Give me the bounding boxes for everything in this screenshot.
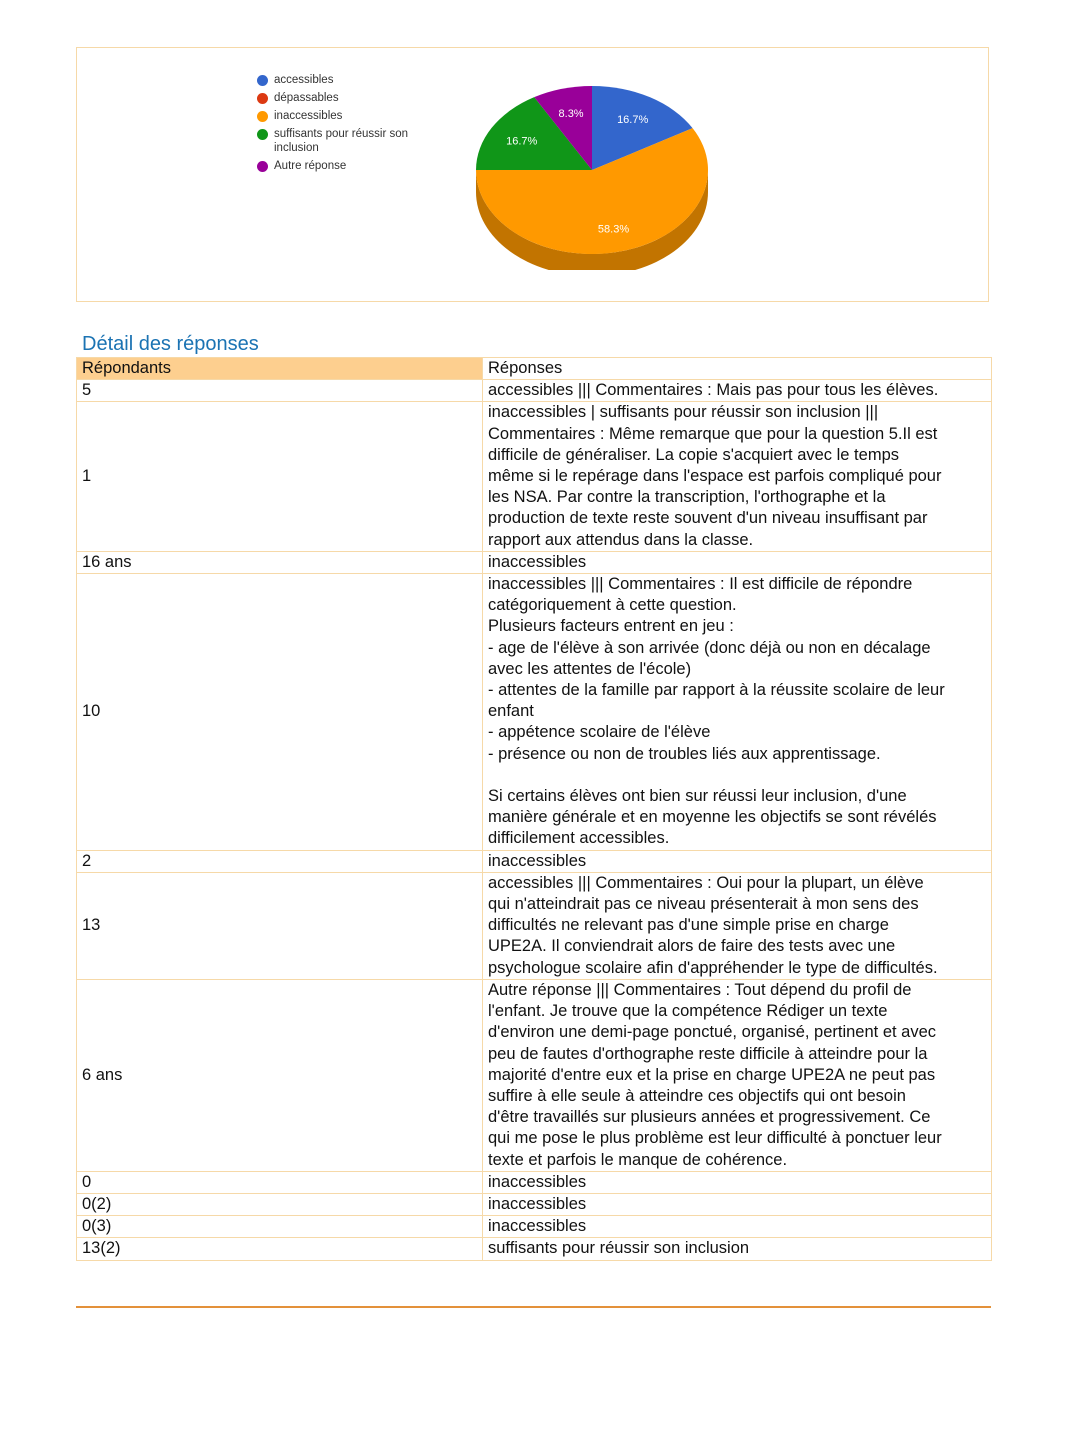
legend-swatch [257,111,268,122]
legend-item [257,159,432,173]
footer-divider [76,1306,991,1308]
legend-swatch [257,75,268,86]
table-header-row [77,358,992,380]
pie-slice-label: 16.7% [617,114,649,127]
header-reponses: Réponses [483,358,992,380]
pie-slice-label: 16.7% [506,135,538,148]
pie-slice-label: 8.3% [558,108,584,121]
answer-cell: accessibles ||| Commentaires : Oui pour la plupart, un élève qui n'atteindrait pas ce niveau présenterait à mon sens des difficultés ne relevant pas d'une simple prise en charge UPE2A. Il conviendrait alors de faire des tests avec une psychologue scolaire afin d'appréhender le type de difficultés. [483,872,992,979]
respondent-cell: 1 [77,402,483,551]
legend-label: accessibles [274,74,334,86]
table-row [77,380,992,402]
table-row [77,1216,992,1238]
answer-cell: inaccessibles [483,850,992,872]
legend-swatch [257,161,268,172]
legend-item [257,127,432,155]
section-title: Détail des réponses [82,333,259,355]
responses-table [76,357,992,1261]
table-row [77,551,992,573]
respondent-cell: 5 [77,380,483,402]
pie-chart [457,70,737,270]
respondent-cell: 16 ans [77,551,483,573]
answer-cell: Autre réponse ||| Commentaires : Tout dépend du profil de l'enfant. Je trouve que la compétence Rédiger un texte d'environ une demi-page ponctué, organisé, pertinent et avec peu de fautes d'orthographe reste difficile à atteindre pour la majorité d'entre eux et la prise en charge UPE2A ne peut pas suffire à elle seule à atteindre ces objectifs qui ont besoin d'être travaillés sur plusieurs années et progressivement. Ce qui me pose le plus problème est leur difficulté à ponctuer leur texte et parfois le manque de cohérence. [483,979,992,1171]
legend-swatch [257,93,268,104]
table-row [77,979,992,1171]
table-row [77,1171,992,1193]
legend-label: dépassables [274,92,339,104]
legend-item [257,91,432,105]
legend-label: inaccessibles [274,110,343,122]
header-respondants: Répondants [77,358,483,380]
answer-cell: inaccessibles [483,1193,992,1215]
legend-item [257,109,432,123]
respondent-cell: 0 [77,1171,483,1193]
respondent-cell: 0(3) [77,1216,483,1238]
legend-label: suffisants pour réussir son inclusion [274,128,409,154]
table-row [77,1193,992,1215]
table-row [77,574,992,851]
answer-cell: inaccessibles ||| Commentaires : Il est difficile de répondre catégoriquement à cette question. Plusieurs facteurs entrent en jeu : - age de l'élève à son arrivée (donc déjà ou non en décalage avec les attentes de l'école) - attentes de la famille par rapport à la réussite scolaire de leur enfant - appétence scolaire de l'élève - présence ou non de troubles liés aux apprentissage. Si certains élèves ont bien sur réussi leur inclusion, d'une manière générale et en moyenne les objectifs se sont révélés difficilement accessibles. [483,574,992,851]
answer-cell: inaccessibles | suffisants pour réussir son inclusion ||| Commentaires : Même remarque que pour la question 5.Il est difficile de généraliser. La copie s'acquiert avec le temps même si le repérage dans l'espace est parfois compliqué pour les NSA. Par contre la transcription, l'orthographe et la production de texte reste souvent d'un niveau insuffisant par rapport aux attendus dans la classe. [483,402,992,551]
legend-label: Autre réponse [274,160,347,172]
respondent-cell: 13 [77,872,483,979]
answer-cell: suffisants pour réussir son inclusion [483,1238,992,1260]
respondent-cell: 10 [77,574,483,851]
legend-item [257,73,432,87]
respondent-cell: 0(2) [77,1193,483,1215]
respondent-cell: 2 [77,850,483,872]
respondent-cell: 6 ans [77,979,483,1171]
answer-cell: inaccessibles [483,1171,992,1193]
answer-cell: inaccessibles [483,551,992,573]
legend-swatch [257,129,268,140]
chart-legend [257,73,432,177]
answer-cell: accessibles ||| Commentaires : Mais pas pour tous les élèves. [483,380,992,402]
chart-container [76,47,989,302]
table-row [77,872,992,979]
respondent-cell: 13(2) [77,1238,483,1260]
pie-slice-label: 58.3% [597,223,630,236]
table-row [77,1238,992,1260]
answer-cell: inaccessibles [483,1216,992,1238]
table-row [77,850,992,872]
table-row [77,402,992,551]
